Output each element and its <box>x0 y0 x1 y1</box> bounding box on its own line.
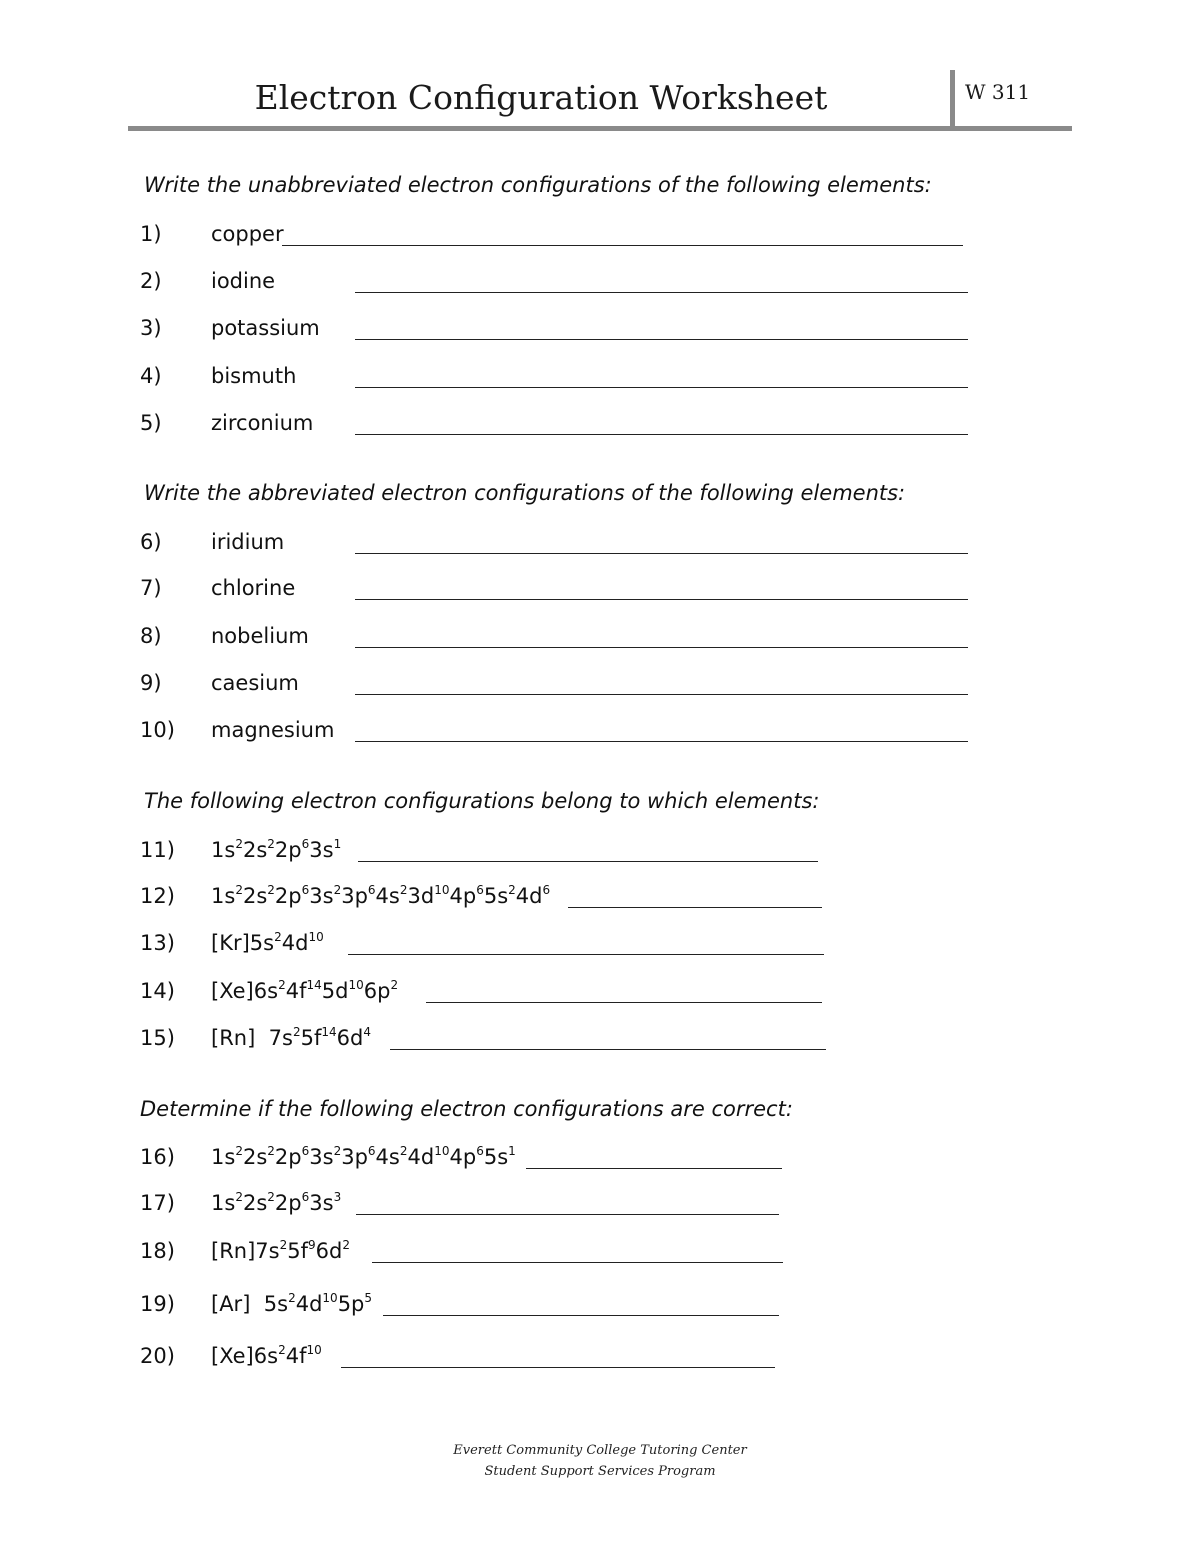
superscript: 2 <box>342 1238 350 1252</box>
answer-blank[interactable] <box>568 907 822 908</box>
superscript: 10 <box>308 930 324 944</box>
electron-configuration: $[Xe]6s^24f^{10}$ <box>211 1343 322 1368</box>
superscript: 1 <box>333 837 342 851</box>
superscript: 2 <box>235 1190 243 1204</box>
superscript: 6 <box>476 883 484 897</box>
question-number: 5) <box>140 411 162 435</box>
superscript: 2 <box>333 1144 342 1158</box>
question-number: 19) <box>140 1292 175 1316</box>
question-number: 14) <box>140 979 175 1003</box>
answer-blank[interactable] <box>355 741 968 742</box>
question-number: 11) <box>140 838 175 862</box>
electron-configuration: $[Kr]5s^24d^{10}$ <box>211 930 324 955</box>
question-number: 16) <box>140 1145 175 1169</box>
answer-blank[interactable] <box>526 1168 782 1169</box>
answer-blank[interactable] <box>358 861 818 862</box>
superscript: 2 <box>235 837 243 851</box>
superscript: 2 <box>278 978 286 992</box>
superscript: 3 <box>333 1190 342 1204</box>
answer-blank[interactable] <box>355 647 968 648</box>
superscript: 10 <box>322 1291 338 1305</box>
superscript: 6 <box>367 883 376 897</box>
superscript: 6 <box>301 883 310 897</box>
answer-blank[interactable] <box>390 1049 826 1050</box>
superscript: 2 <box>267 837 275 851</box>
superscript: 9 <box>308 1238 316 1252</box>
superscript: 14 <box>321 1025 337 1039</box>
page-title: Electron Configuration Worksheet <box>254 78 828 117</box>
superscript: 2 <box>292 1025 301 1039</box>
answer-blank[interactable] <box>282 245 963 246</box>
answer-blank[interactable] <box>355 434 968 435</box>
answer-blank[interactable] <box>383 1315 779 1316</box>
answer-blank[interactable] <box>355 292 968 293</box>
superscript: 2 <box>399 883 408 897</box>
element-name: bismuth <box>211 364 297 388</box>
superscript: 2 <box>508 883 516 897</box>
question-number: 8) <box>140 624 162 648</box>
answer-blank[interactable] <box>355 599 968 600</box>
electron-configuration: $1s^22s^22p^63s^23p^64s^24d^{10}4p^65s^1$ <box>211 1144 516 1169</box>
question-number: 1) <box>140 222 162 246</box>
answer-blank[interactable] <box>372 1262 783 1263</box>
question-number: 10) <box>140 718 175 742</box>
element-name: magnesium <box>211 718 335 742</box>
answer-blank[interactable] <box>356 1214 779 1215</box>
answer-blank[interactable] <box>355 387 968 388</box>
footer-line-1: Everett Community College Tutoring Center <box>453 1443 747 1458</box>
question-number: 13) <box>140 931 175 955</box>
electron-configuration: $1s^22s^22p^63s^3$ <box>211 1190 342 1215</box>
electron-configuration: $[Rn]7s^25f^96d^2$ <box>211 1238 350 1263</box>
answer-blank[interactable] <box>355 553 968 554</box>
superscript: 2 <box>279 1238 288 1252</box>
electron-configuration: $1s^22s^22p^63s^23p^64s^23d^{10}4p^65s^24d^6$ <box>211 883 551 908</box>
superscript: 2 <box>278 1343 286 1357</box>
superscript: 10 <box>434 883 450 897</box>
superscript: 10 <box>434 1144 450 1158</box>
answer-blank[interactable] <box>426 1002 822 1003</box>
superscript: 6 <box>367 1144 376 1158</box>
section-heading-unabbreviated: Write the unabbreviated electron configurations of the following elements: <box>144 173 932 197</box>
question-number: 17) <box>140 1191 175 1215</box>
superscript: 10 <box>306 1343 322 1357</box>
superscript: 2 <box>399 1144 408 1158</box>
element-name: chlorine <box>211 576 296 600</box>
question-number: 18) <box>140 1239 175 1263</box>
superscript: 14 <box>306 978 322 992</box>
element-name: copper <box>211 222 284 246</box>
electron-configuration: $[Xe]6s^24f^{14}5d^{10}6p^2$ <box>211 978 399 1003</box>
superscript: 6 <box>476 1144 484 1158</box>
superscript: 1 <box>508 1144 516 1158</box>
element-name: caesium <box>211 671 299 695</box>
question-number: 20) <box>140 1344 175 1368</box>
electron-configuration: [Rn] $7s^25f^{14}6d^4$ <box>211 1025 371 1050</box>
superscript: 6 <box>301 1190 310 1204</box>
element-name: zirconium <box>211 411 314 435</box>
electron-configuration: $1s^22s^22p^63s^1$ <box>211 837 342 862</box>
answer-blank[interactable] <box>341 1367 775 1368</box>
element-name: iridium <box>211 530 285 554</box>
question-number: 3) <box>140 316 162 340</box>
superscript: 6 <box>301 1144 310 1158</box>
worksheet-code: W 311 <box>965 80 1031 104</box>
section-heading-identify: The following electron configurations belong to which elements: <box>144 789 820 813</box>
section-heading-abbreviated: Write the abbreviated electron configurations of the following elements: <box>144 481 906 505</box>
superscript: 4 <box>363 1025 371 1039</box>
superscript: 2 <box>267 1144 275 1158</box>
header-divider <box>950 70 955 128</box>
question-number: 2) <box>140 269 162 293</box>
footer-line-2: Student Support Services Program <box>484 1464 716 1479</box>
element-name: iodine <box>211 269 276 293</box>
superscript: 10 <box>348 978 364 992</box>
element-name: nobelium <box>211 624 309 648</box>
superscript: 2 <box>267 1190 275 1204</box>
superscript: 2 <box>235 1144 243 1158</box>
section-heading-determine: Determine if the following electron configurations are correct: <box>140 1097 793 1121</box>
superscript: 2 <box>390 978 399 992</box>
superscript: 2 <box>235 883 243 897</box>
element-name: potassium <box>211 316 320 340</box>
answer-blank[interactable] <box>348 954 824 955</box>
question-number: 4) <box>140 364 162 388</box>
answer-blank[interactable] <box>355 694 968 695</box>
superscript: 2 <box>333 883 342 897</box>
question-number: 9) <box>140 671 162 695</box>
question-number: 6) <box>140 530 162 554</box>
superscript: 5 <box>364 1291 373 1305</box>
question-number: 12) <box>140 884 175 908</box>
answer-blank[interactable] <box>355 339 968 340</box>
superscript: 2 <box>267 883 275 897</box>
electron-configuration: [Ar] $5s^24d^{10}5p^5$ <box>211 1291 373 1316</box>
superscript: 6 <box>542 883 551 897</box>
superscript: 2 <box>288 1291 296 1305</box>
header-rule <box>128 126 1072 131</box>
superscript: 6 <box>301 837 310 851</box>
question-number: 7) <box>140 576 162 600</box>
superscript: 2 <box>274 930 282 944</box>
question-number: 15) <box>140 1026 175 1050</box>
